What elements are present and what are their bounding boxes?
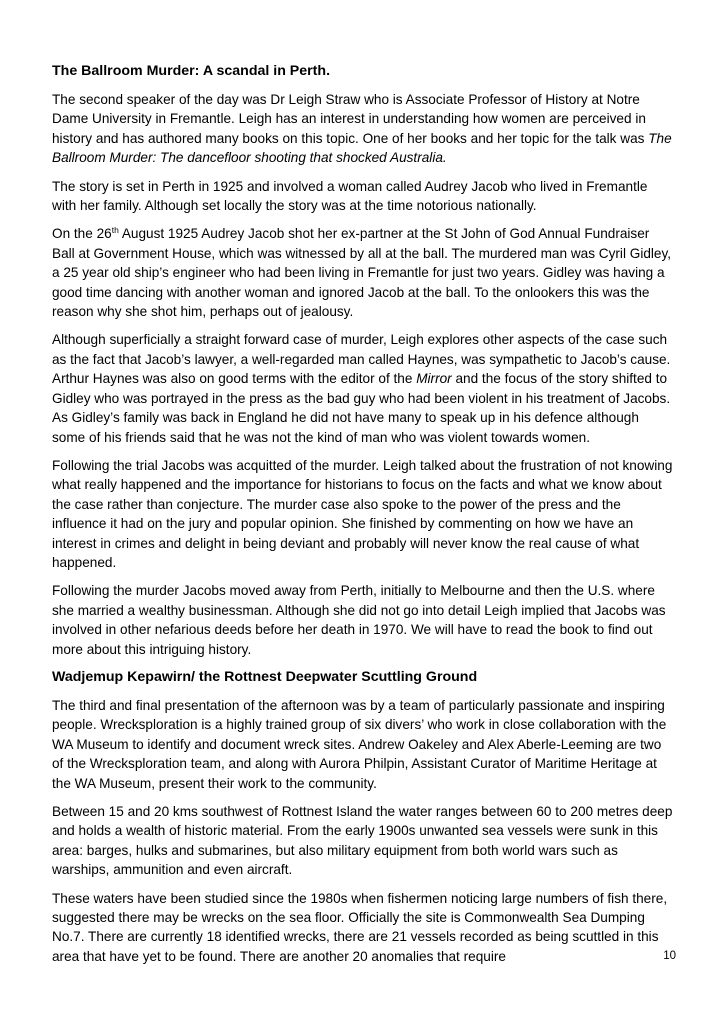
paragraph-rottnest-waters: Between 15 and 20 kms southwest of Rottnest Island the water ranges between 60 to 200 metres deep and holds a wealth of historic material. From the early 1900s unwanted sea vessels were sunk in this area: barges, hulks and submarines, but also military equipment from both world wars such as warships, ammunition and even aircraft.: [52, 804, 673, 878]
paragraph-text: Although superficially a straight forward case of murder, Leigh explores other aspects of the case such as the fact that Jacob’s lawyer, a well-regarded man called Haynes, was sympathetic to Jacob’s cause. Arthur Haynes was also on good terms with the editor of the: [52, 332, 671, 387]
section-heading-scuttling-ground: Wadjemup Kepawirn/ the Rottnest Deepwater Scuttling Ground: [52, 668, 478, 685]
newspaper-title: Mirror: [416, 371, 452, 387]
page-number: 10: [663, 950, 676, 962]
paragraph-text: On the 26: [52, 226, 112, 242]
paragraph-wrecksploration: The third and final presentation of the afternoon was by a team of particularly passionate and inspiring people. Wrecksploration is a highly trained group of six divers’ who work in close collaboration with the WA Museum to identify and document wreck sites. Andrew Oakeley and Alex Aberle-Leeming are two of the Wrecksploration team, and along with Aurora Philpin, Assistant Curator of Maritime Heritage at the WA Museum, present their work to the community.: [52, 697, 667, 791]
paragraph-shooting: [52, 224, 674, 321]
paragraph-text: and the focus of the story shifted to Gidley who was portrayed in the press as the bad guy who had been violent in his treatment of Jacobs. As Gidley’s family was back in England he did not have many to speak up in his defence although some of his friends said that he was not the kind of man who was violent towards women.: [52, 371, 671, 445]
section-heading-ballroom-murder: The Ballroom Murder: A scandal in Perth.: [52, 63, 331, 79]
paragraph-trial: Following the trial Jacobs was acquitted of the murder. Leigh talked about the frustration of not knowing what really happened and the importance for historians to focus on the facts and what we know about the case rather than conjecture. The murder case also spoke to the power of the press and the influence it had on the jury and popular opinion. She finished by commenting on how we have an interest in crimes and delight in being deviant and probably will never know the real cause of what happened.: [52, 457, 673, 570]
paragraph-text: The second speaker of the day was Dr Leigh Straw who is Associate Professor of History at Notre Dame University in Fremantle. Leigh has an interest in understanding how women are perceived in history and has authored many books on this topic. One of her books and her topic for the talk was: [52, 92, 649, 146]
paragraph-text: August 1925 Audrey Jacob shot her ex-partner at the St John of God Annual Fundraiser Ball at Government House, which was witnessed by all at the ball. The murdered man was Cyril Gidley, a 25 year old ship’s engineer who had been living in Fremantle for just two years. Gidley was having a good time dancing with another woman and ignored Jacob at the ball. To the onlookers this was the reason why she shot him, perhaps out of jealousy.: [52, 226, 672, 320]
document-page: [52, 62, 674, 975]
book-title: The Ballroom Murder: The dancefloor shooting that shocked Australia.: [52, 130, 672, 166]
ordinal-suffix: th: [111, 225, 119, 236]
paragraph-wreck-study: These waters have been studied since the 1980s when fishermen noticing large numbers of fish there, suggested there may be wrecks on the sea floor. Officially the site is Commonwealth Sea Dumping No.7. There are currently 18 identified wrecks, there are 21 vessels recorded as being scuttled in this area that have yet to be found. There are another 20 anomalies that require: [52, 890, 668, 964]
paragraph-story-setting: The story is set in Perth in 1925 and involved a woman called Audrey Jacob who lived in Fremantle with her family. Although set locally the story was at the time notorious nationally.: [52, 178, 648, 214]
paragraph-speaker-intro: [52, 90, 674, 168]
paragraph-aftermath: Following the murder Jacobs moved away from Perth, initially to Melbourne and then the U.S. where she married a wealthy businessman. Although she did not go into detail Leigh implied that Jacobs was involved in other nefarious deeds before her death in 1970. We will have to read the book to find out more about this intriguing history.: [52, 583, 666, 657]
paragraph-case-aspects: [52, 330, 674, 446]
